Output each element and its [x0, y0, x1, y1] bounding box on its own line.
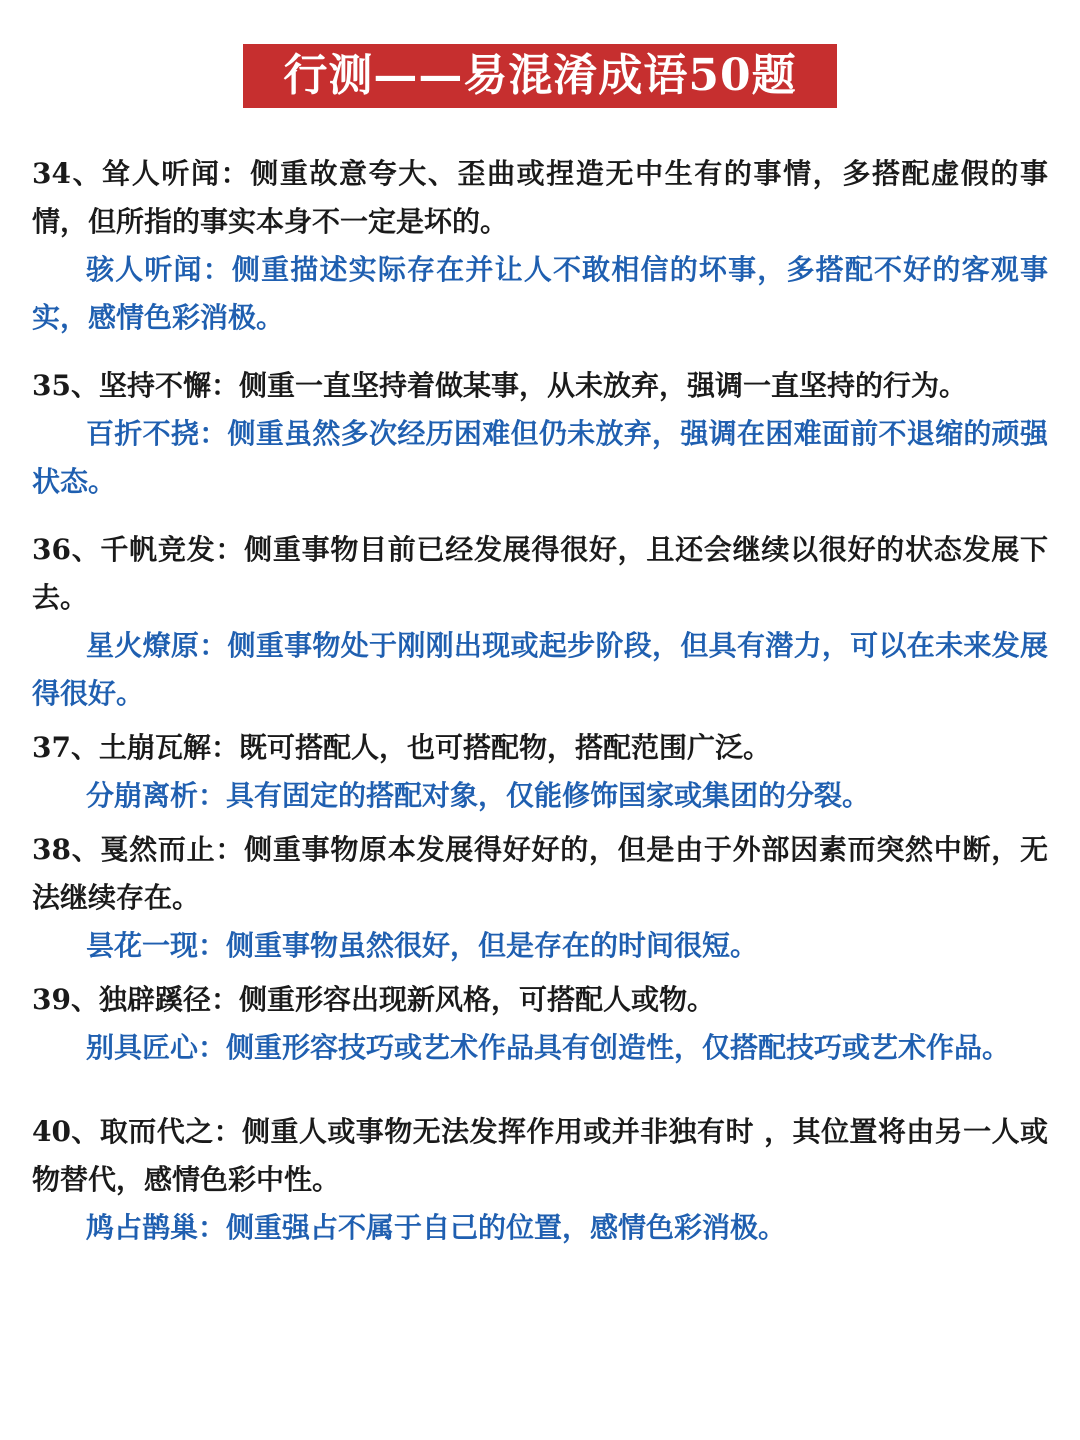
entry-39: [32, 976, 1048, 1072]
entry-main-text: 37、土崩瓦解：既可搭配人，也可搭配物，搭配范围广泛。: [32, 731, 771, 764]
entry-main-text: 38、戛然而止：侧重事物原本发展得好好的，但是由于外部因素而突然中断，无法继续存在。: [32, 833, 1048, 914]
entry-35: [32, 362, 1048, 506]
page-title: 行测——易混淆成语50题: [243, 44, 837, 108]
entry-main-text: 36、千帆竞发：侧重事物目前已经发展得很好，且还会继续以很好的状态发展下去。: [32, 533, 1048, 614]
entry-38: [32, 826, 1048, 970]
entry-main-text: 40、取而代之：侧重人或事物无法发挥作用或并非独有时 ，其位置将由另一人或物替代，感情色彩中性。: [32, 1115, 1048, 1196]
entry-36: [32, 526, 1048, 718]
entry-contrast-text: 骇人听闻：侧重描述实际存在并让人不敢相信的坏事，多搭配不好的客观事实，感情色彩消极。: [32, 253, 1048, 334]
entry-contrast-text: 分崩离析：具有固定的搭配对象，仅能修饰国家或集团的分裂。: [86, 779, 871, 812]
entry-main-text: 34、耸人听闻：侧重故意夸大、歪曲或捏造无中生有的事情，多搭配虚假的事情，但所指的事实本身不一定是坏的。: [32, 157, 1048, 238]
entry-main-text: 39、独辟蹊径：侧重形容出现新风格，可搭配人或物。: [32, 983, 715, 1016]
entry-40: [32, 1108, 1048, 1252]
idiom-list: [32, 150, 1048, 1252]
entry-contrast-text: 别具匠心：侧重形容技巧或艺术作品具有创造性，仅搭配技巧或艺术作品。: [86, 1031, 1011, 1064]
entry-contrast-text: 百折不挠：侧重虽然多次经历困难但仍未放弃，强调在困难面前不退缩的顽强状态。: [32, 417, 1048, 498]
entry-contrast-text: 鸠占鹊巢：侧重强占不属于自己的位置，感情色彩消极。: [86, 1211, 787, 1244]
entry-contrast-text: 星火燎原：侧重事物处于刚刚出现或起步阶段，但具有潜力，可以在未来发展得很好。: [32, 629, 1048, 710]
entry-37: [32, 724, 1048, 820]
entry-34: [32, 150, 1048, 342]
entry-main-text: 35、坚持不懈：侧重一直坚持着做某事，从未放弃，强调一直坚持的行为。: [32, 369, 967, 402]
entry-contrast-text: 昙花一现：侧重事物虽然很好，但是存在的时间很短。: [86, 929, 759, 962]
